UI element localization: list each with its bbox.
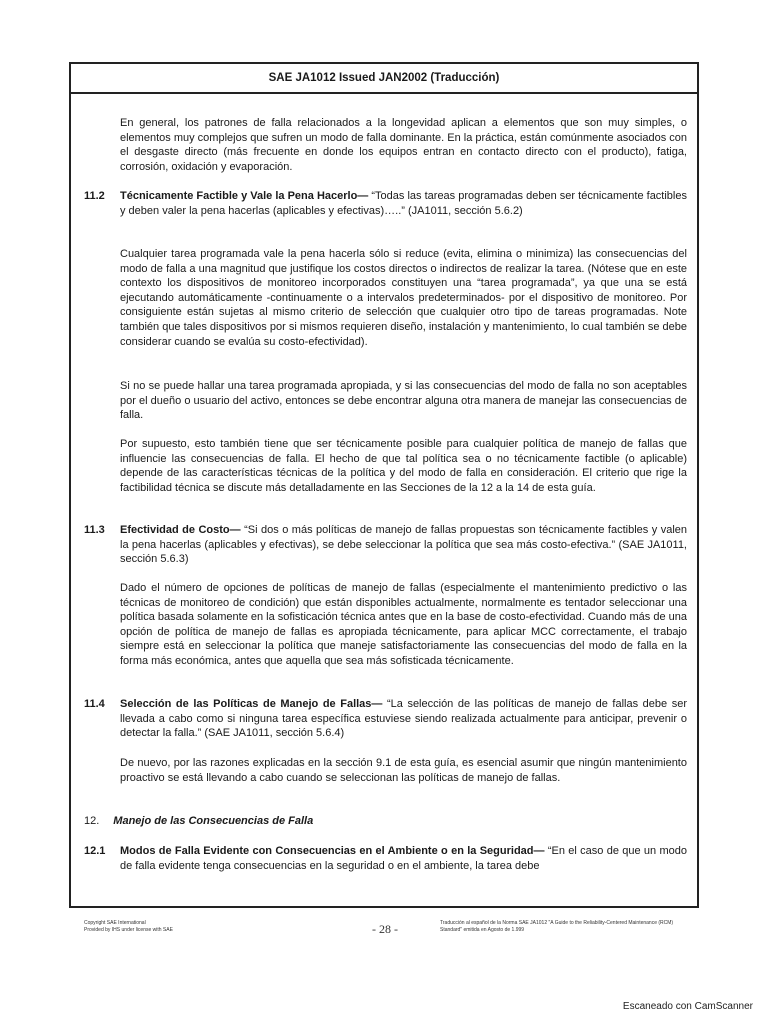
section-title: Técnicamente Factible y Vale la Pena Hacerlo— [120, 190, 369, 202]
section-11-3-heading [84, 523, 687, 567]
section-11-4-paragraph-1: De nuevo, por las razones explicadas en la sección 9.1 de esta guía, es esencial asumir que ningún mantenimiento proactivo se está llevando a cabo cuando se seleccionan las políticas de manejo de fallas. [120, 757, 687, 784]
section-text: “En el caso de que un modo de falla evidente tenga consecuencias en la seguridad o en el ambiente, la tarea debe [120, 845, 687, 872]
section-12-heading [84, 814, 313, 829]
header-title: SAE JA1012 Issued JAN2002 (Traducción) [268, 72, 500, 84]
document-header [71, 64, 697, 94]
section-11-3-paragraph-1: Dado el número de opciones de políticas de manejo de fallas (especialmente el mantenimiento predictivo o las técnicas de monitoreo de condición) que están disponibles actualmente, normalmente es tentador seleccionar una política basada solamente en la sofisticación técnica antes que en la base de costo-efectividad. Cuando más de una opción de política de manejo de fallas es apropiada técnicamente, para aplicar MCC correctamente, el trabajo siempre está en seleccionar la política que maneje satisfactoriamente las consecuencias del modo de falla en la forma más económica, antes que aquella que sea más sofisticada técnicamente. [120, 582, 687, 667]
section-number: 12. [84, 815, 100, 827]
section-title: Modos de Falla Evidente con Consecuencias en el Ambiente o en la Seguridad— [120, 845, 545, 857]
section-11-2-paragraph-3: Por supuesto, esto también tiene que ser técnicamente posible para cualquier política de manejo de fallas que influencie las consecuencias de falla. El hecho de que tal política sea o no técnicamente factible (o aplicable) depende de las características técnicas de la política y del modo de falla en consideración. El criterio que rige la factibilidad técnica se discute más detalladamente en las Secciones de la 12 a la 14 de esta guía. [120, 438, 687, 494]
section-11-2-heading [84, 189, 687, 218]
document-frame [69, 62, 699, 908]
section-text: “Todas las tareas programadas deben ser técnicamente factibles y deben valer la pena hacerlas (aplicables y efectivas)…..” (JA1011, sección 5.6.2) [120, 190, 687, 217]
scanner-watermark: Escaneado con CamScanner [622, 1001, 753, 1012]
section-number: 11.4 [84, 698, 105, 710]
section-title: Manejo de las Consecuencias de Falla [113, 815, 314, 827]
document-body [71, 94, 697, 906]
section-text: “Si dos o más políticas de manejo de fallas propuestas son técnicamente factibles y valen la pena hacerlas (aplicables y efectivas), se debe seleccionar la política que sea más costo-efectiva.” (SAE JA1011, sección 5.6.3) [120, 524, 687, 566]
page-number: - 28 - [372, 922, 398, 936]
section-number: 11.3 [84, 524, 105, 536]
footer-copyright [84, 920, 173, 933]
section-number: 11.2 [84, 190, 105, 202]
section-text: “La selección de las políticas de manejo de fallas debe ser llevada a cabo como si ninguna tarea específica estuviese siendo realizada actualmente para anticipar, prevenir o detectar la falla.” (SAE JA1011, sección 5.6.4) [120, 698, 687, 740]
section-11-4-heading [84, 697, 687, 741]
footer-copyright-line-2: Provided by IHS under license with SAE [84, 926, 173, 933]
section-number: 12.1 [84, 845, 106, 857]
footer-translation-note: Traducción al español de la Norma SAE JA1012 "A Guide to the Reliability-Centered Maintenance (RCM) Standard" emitida en Agosto de 1.999 [440, 920, 674, 933]
intro-paragraph: En general, los patrones de falla relacionados a la longevidad aplican a elementos que son muy simples, o elementos muy complejos que sufren un modo de falla dominante. En la práctica, están comúnmente asociados con el desgaste directo (más frecuente en donde los equipos entran en contacto directo con el producto), fatiga, corrosión, oxidación y evaporación. [120, 117, 687, 173]
section-12-1-heading [84, 844, 687, 873]
footer-copyright-line-1: Copyright SAE International [84, 920, 146, 926]
section-title: Selección de las Políticas de Manejo de Fallas— [120, 698, 383, 710]
section-title: Efectividad de Costo— [120, 524, 241, 536]
section-11-2-paragraph-1: Cualquier tarea programada vale la pena hacerla sólo si reduce (evita, elimina o minimiza) las consecuencias del modo de falla a una magnitud que justifique los costos directos o indirectos de realizar la tarea. (Nótese que en este contexto los dispositivos de monitoreo incorporados constituyen una “tarea programada”, ya que una se está ejecutando automáticamente -continuamente o a intervalos predeterminados- por el dispositivo de monitoreo. Por consiguiente están sujetas al mismo criterio de selección que cualquier otro tipo de tareas programadas. Note también que tales dispositivos por si mismos requieren diseño, instalación y mantenimiento, lo cual también se debe considerar cuando se evalúa su costo-efectividad). [120, 248, 687, 348]
section-11-2-paragraph-2: Si no se puede hallar una tarea programada apropiada, y si las consecuencias del modo de falla no son aceptables por el dueño o usuario del activo, entonces se debe encontrar alguna otra manera de manejar las consecuencias de falla. [120, 380, 687, 422]
